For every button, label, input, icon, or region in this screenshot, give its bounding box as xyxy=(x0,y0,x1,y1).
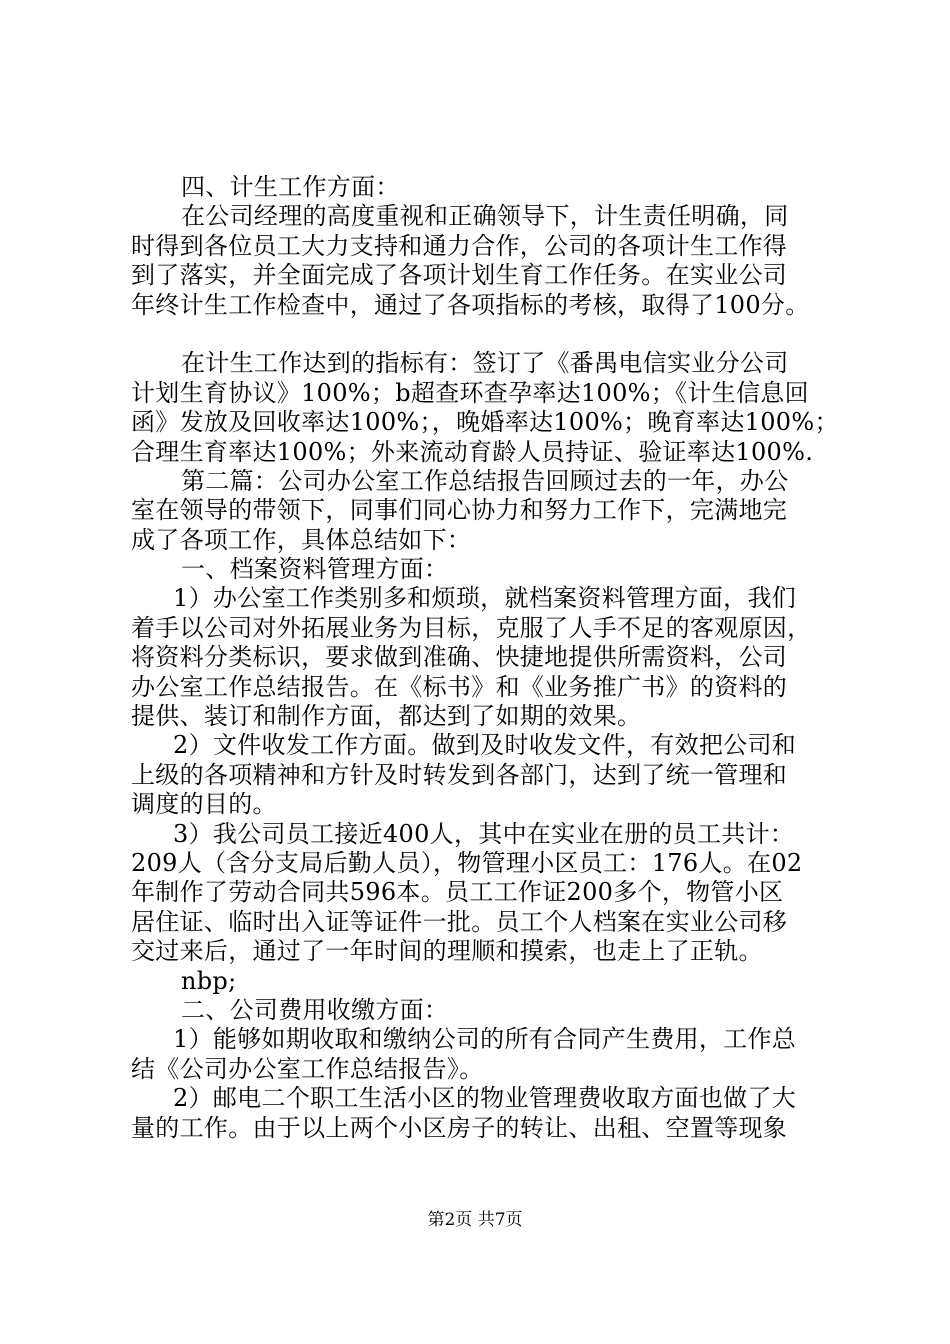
paragraph-line: 将资料分类标识，要求做到准确、快捷地提供所需资料，公司 xyxy=(131,643,788,672)
paragraph-line: 在计生工作达到的指标有：签订了《番禺电信实业分公司 xyxy=(181,349,789,378)
paragraph-line: 209人（含分支局后勤人员），物管理小区员工：176人。在02 xyxy=(131,848,803,877)
paragraph-line: 交过来后，通过了一年时间的理顺和摸索，也走上了正轨。 xyxy=(131,937,763,966)
paragraph-line: 年制作了劳动合同共596本。员工工作证200多个，物管小区 xyxy=(131,878,784,907)
paragraph-line: 结《公司办公室工作总结报告》。 xyxy=(131,1054,484,1083)
paragraph-line: 时得到各位员工大力支持和通力合作，公司的各项计生工作得 xyxy=(131,231,788,260)
paragraph-line: 办公室工作总结报告。在《标书》和《业务推广书》的资料的 xyxy=(131,672,788,701)
blank-line xyxy=(131,320,831,349)
paragraph-line: 3）我公司员工接近400人，其中在实业在册的员工共计： xyxy=(173,819,795,848)
paragraph-line: 量的工作。由于以上两个小区房子的转让、出租、空置等现象 xyxy=(131,1113,788,1142)
paragraph-line: 调度的目的。 xyxy=(131,790,277,819)
paragraph-line: 提供、装订和制作方面，都达到了如期的效果。 xyxy=(131,702,642,731)
paragraph-line: 合理生育率达100%；外来流动育龄人员持证、验证率达100%. xyxy=(131,437,814,466)
section-heading: 四、计生工作方面： xyxy=(181,173,400,201)
paragraph-line: 2）文件收发工作方面。做到及时收发文件，有效把公司和 xyxy=(173,731,797,760)
section-heading: 一、档案资料管理方面： xyxy=(181,555,449,584)
paragraph-line: 年终计生工作检查中，通过了各项指标的考核，取得了100分。 xyxy=(131,290,810,319)
paragraph-line: 1）办公室工作类别多和烦琐，就档案资料管理方面，我们 xyxy=(173,584,797,613)
paragraph-line: 第二篇：公司办公室工作总结报告回顾过去的一年，办公 xyxy=(181,466,789,495)
paragraph-line: 室在领导的带领下，同事们同心协力和努力工作下，完满地完 xyxy=(131,496,788,525)
paragraph-line: nbp; xyxy=(181,966,237,995)
paragraph-line: 2）邮电二个职工生活小区的物业管理费收取方面也做了大 xyxy=(173,1084,797,1113)
paragraph-line: 1）能够如期收取和缴纳公司的所有合同产生费用，工作总 xyxy=(173,1025,797,1054)
paragraph-line: 到了落实，并全面完成了各项计划生育工作任务。在实业公司 xyxy=(131,261,788,290)
paragraph-line: 居住证、临时出入证等证件一批。员工个人档案在实业公司移 xyxy=(131,907,788,936)
paragraph-line: 函》发放及回收率达100%；，晚婚率达100%；晚育率达100%； xyxy=(131,408,839,437)
paragraph-line: 在公司经理的高度重视和正确领导下，计生责任明确，同 xyxy=(181,202,789,231)
paragraph-line: 着手以公司对外拓展业务为目标，克服了人手不足的客观原因， xyxy=(131,613,812,642)
paragraph-line: 成了各项工作，具体总结如下： xyxy=(131,525,472,554)
page-footer: 第2页 共7页 xyxy=(427,1210,523,1230)
body-text xyxy=(131,173,839,1143)
paragraph-line: 计划生育协议》100%；b超查环查孕率达100%；《计生信息回 xyxy=(131,378,809,407)
section-heading: 二、公司费用收缴方面： xyxy=(181,995,449,1024)
paragraph-line: 上级的各项精神和方针及时转发到各部门，达到了统一管理和 xyxy=(131,760,788,789)
